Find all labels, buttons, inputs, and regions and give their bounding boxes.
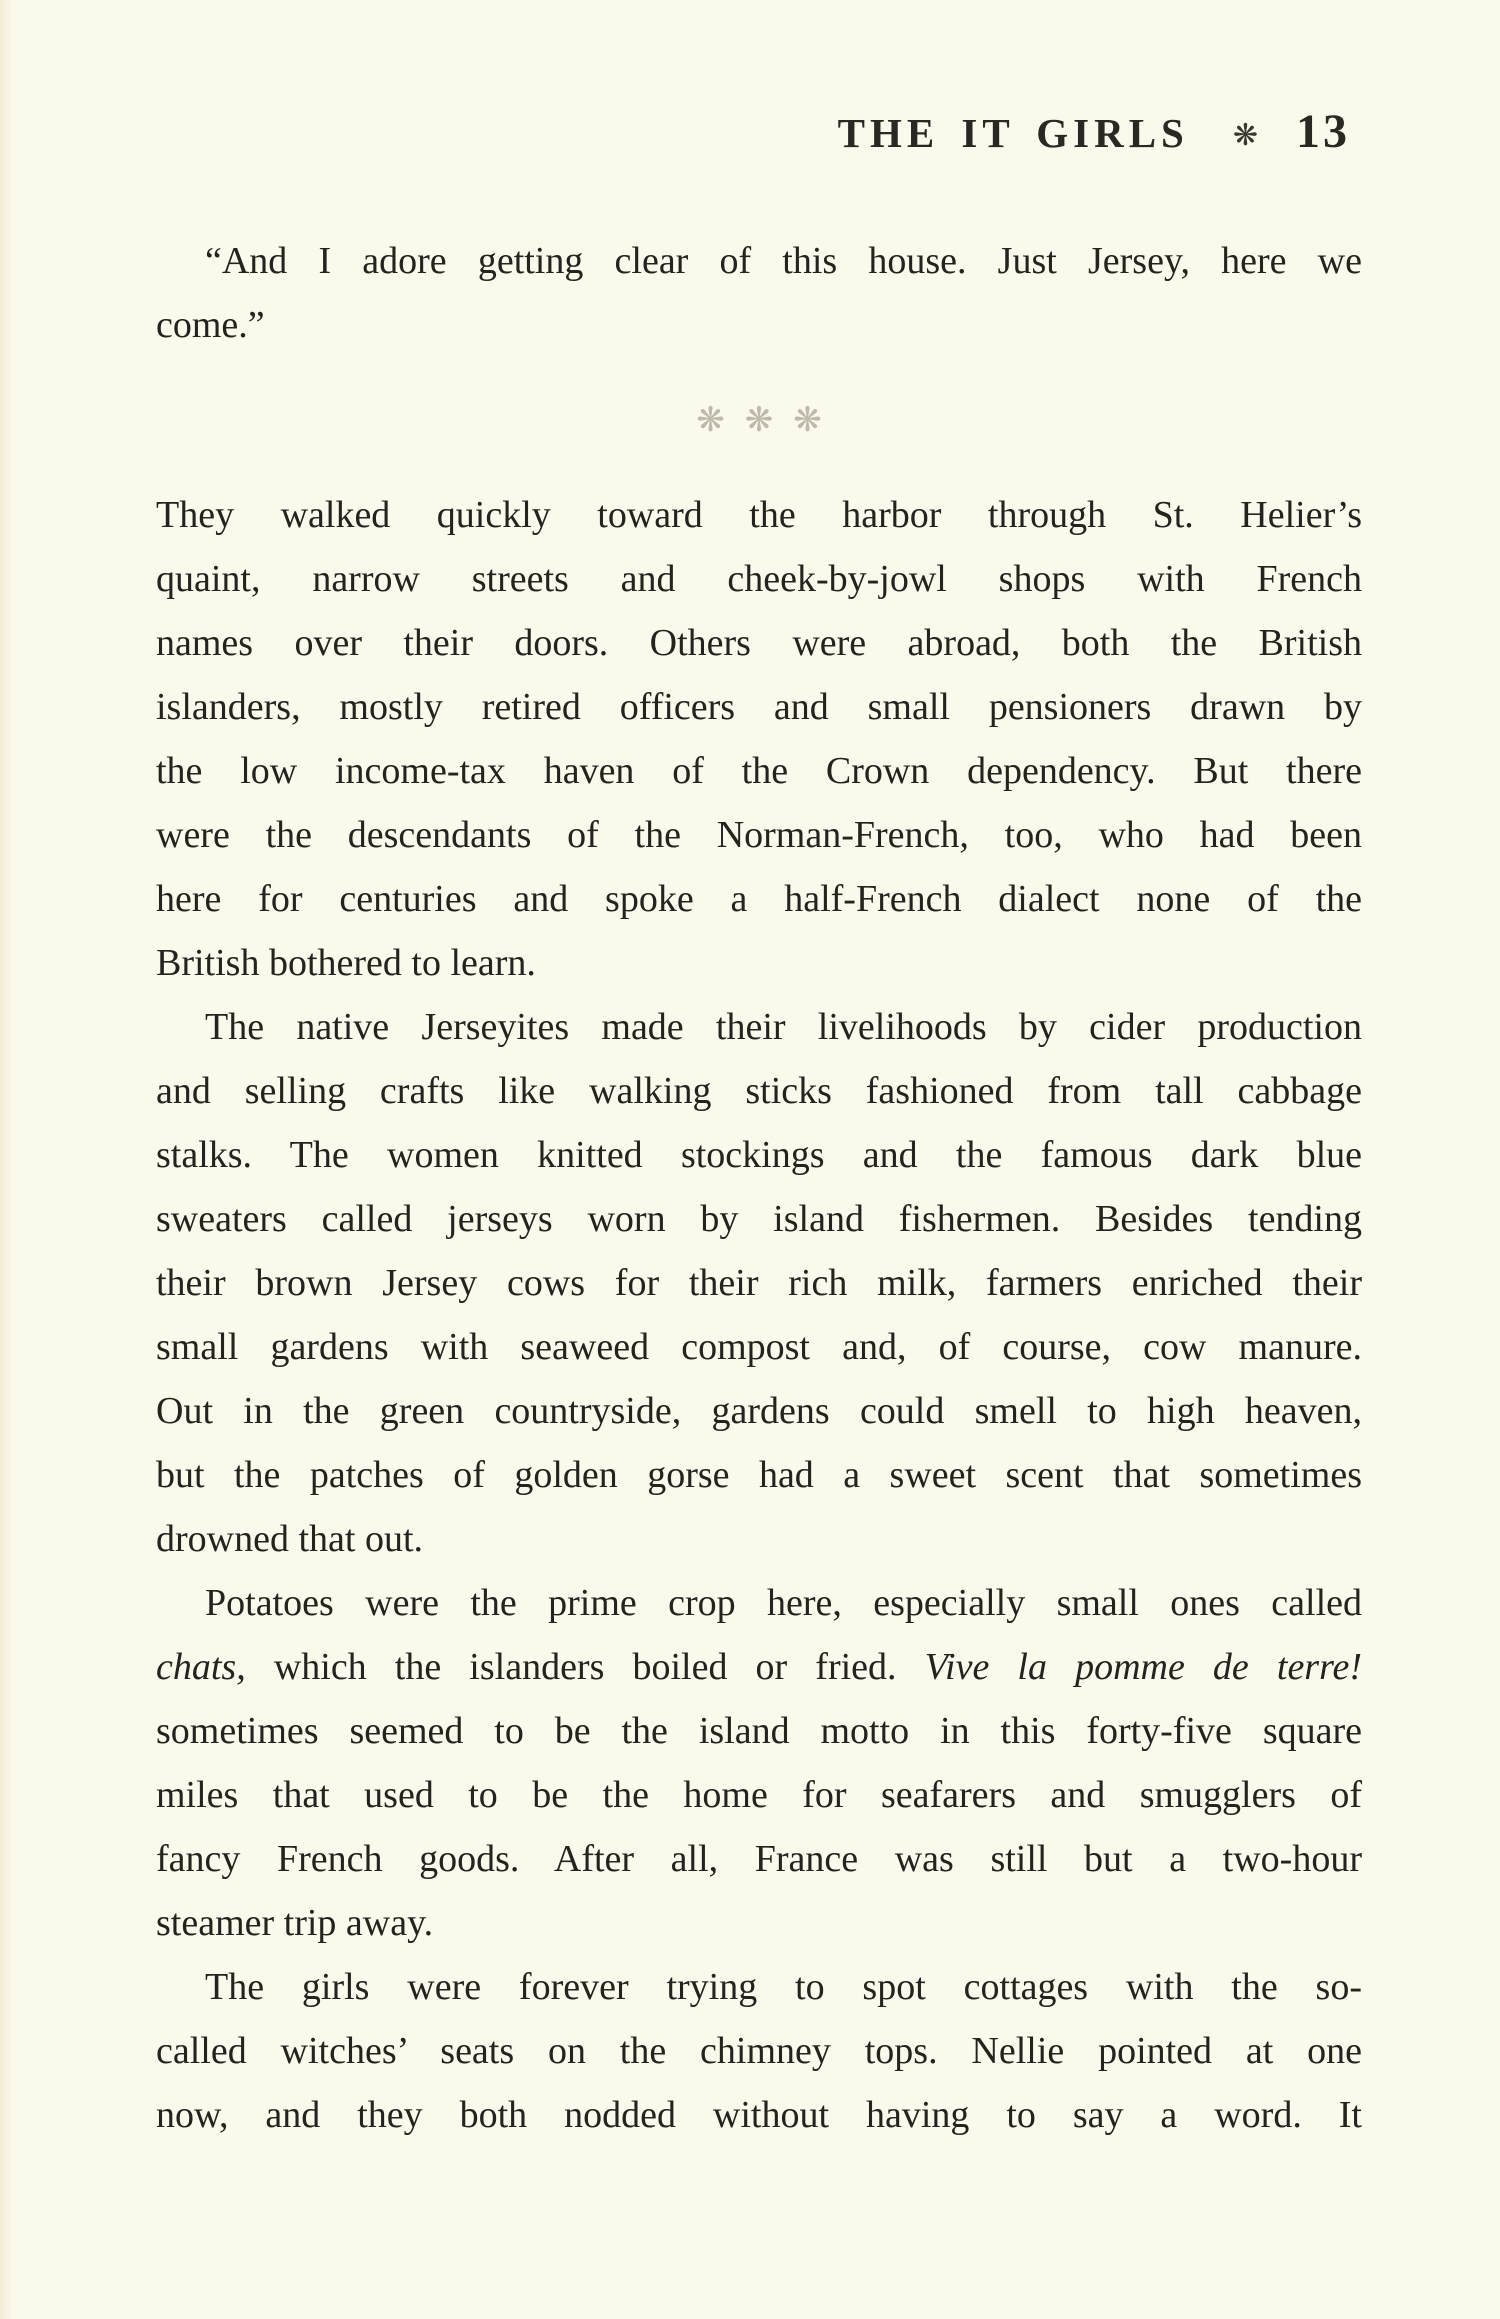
text-column: [156, 229, 1362, 2147]
text-line: [156, 1891, 1362, 1955]
text-run: drowned that out.: [156, 1518, 424, 1560]
text-run: sweaters called jerseys worn by island fishermen. Besides tending: [156, 1198, 1362, 1240]
text-line: [156, 611, 1362, 675]
asterisk-ornament-icon: ❋: [744, 400, 774, 440]
running-title: THE IT GIRLS: [837, 110, 1189, 156]
text-line: [156, 1251, 1362, 1315]
text-run: The girls were forever trying to spot cottages with the so-: [205, 1966, 1362, 2008]
text-line: [156, 1955, 1362, 2019]
text-run: The native Jerseyites made their livelihoods by cider production: [205, 1006, 1362, 1048]
text-run: called witches’ seats on the chimney tops. Nellie pointed at one: [156, 2030, 1362, 2072]
italic-text-run: Vive la pomme de terre!: [924, 1646, 1362, 1688]
text-run: here for centuries and spoke a half-French dialect none of the: [156, 878, 1362, 920]
text-run: miles that used to be the home for seafarers and smugglers of: [156, 1774, 1362, 1816]
text-run: stalks. The women knitted stockings and the famous dark blue: [156, 1134, 1362, 1176]
text-line: [156, 293, 1362, 357]
text-run: islanders, mostly retired officers and small pensioners drawn by: [156, 686, 1362, 728]
text-run: Potatoes were the prime crop here, especially small ones called: [205, 1582, 1362, 1624]
text-run: fancy French goods. After all, France was still but a two-hour: [156, 1838, 1362, 1880]
text-line: [156, 2019, 1362, 2083]
text-line: [156, 1507, 1362, 1571]
text-line: [156, 547, 1362, 611]
text-run: They walked quickly toward the harbor through St. Helier’s: [156, 494, 1362, 536]
text-line: [156, 1123, 1362, 1187]
text-run: come.”: [156, 304, 265, 346]
text-line: [156, 1443, 1362, 1507]
paragraph: [156, 995, 1362, 1571]
running-header: [838, 104, 1350, 159]
paragraph: [156, 483, 1362, 995]
body-paragraphs: [156, 483, 1362, 2147]
text-run: Out in the green countryside, gardens could smell to high heaven,: [156, 1390, 1362, 1432]
text-line: [156, 1827, 1362, 1891]
text-line: [156, 739, 1362, 803]
paragraph: [156, 1571, 1362, 1955]
paragraph: [156, 1955, 1362, 2147]
text-line: [156, 1059, 1362, 1123]
text-line: [156, 1635, 1362, 1699]
text-run: but the patches of golden gorse had a sweet scent that sometimes: [156, 1454, 1362, 1496]
text-line: [156, 483, 1362, 547]
text-line: [156, 1699, 1362, 1763]
text-line: [156, 1187, 1362, 1251]
section-separator: [156, 357, 1362, 483]
page-number: 13: [1296, 105, 1350, 158]
text-run: their brown Jersey cows for their rich milk, farmers enriched their: [156, 1262, 1362, 1304]
text-line: [156, 675, 1362, 739]
text-run: were the descendants of the Norman-French, too, who had been: [156, 814, 1362, 856]
text-run: and selling crafts like walking sticks fashioned from tall cabbage: [156, 1070, 1362, 1112]
text-line: [156, 1379, 1362, 1443]
text-line: [156, 229, 1362, 293]
text-run: quaint, narrow streets and cheek-by-jowl shops with French: [156, 558, 1362, 600]
text-line: [156, 2083, 1362, 2147]
asterisk-ornament-icon: ❋: [1232, 118, 1258, 153]
text-run: “And I adore getting clear of this house. Just Jersey, here we: [205, 240, 1362, 282]
text-line: [156, 1571, 1362, 1635]
text-run: steamer trip away.: [156, 1902, 434, 1944]
opening-paragraphs: [156, 229, 1362, 357]
paragraph: [156, 229, 1362, 357]
text-line: [156, 1763, 1362, 1827]
text-line: [156, 931, 1362, 995]
text-run: which the islanders boiled or fried.: [245, 1646, 925, 1688]
text-line: [156, 803, 1362, 867]
text-line: [156, 995, 1362, 1059]
italic-text-run: chats,: [156, 1646, 246, 1688]
asterisk-ornament-icon: ❋: [793, 400, 822, 440]
text-run: names over their doors. Others were abroad, both the British: [156, 622, 1362, 664]
text-run: British bothered to learn.: [156, 942, 536, 984]
text-run: small gardens with seaweed compost and, of course, cow manure.: [156, 1326, 1362, 1368]
text-line: [156, 867, 1362, 931]
text-run: now, and they both nodded without having to say a word. It: [156, 2094, 1362, 2136]
text-run: the low income-tax haven of the Crown dependency. But there: [156, 750, 1362, 792]
text-run: sometimes seemed to be the island motto in this forty-five square: [156, 1710, 1362, 1752]
text-line: [156, 1315, 1362, 1379]
asterisk-ornament-icon: ❋: [696, 400, 725, 440]
